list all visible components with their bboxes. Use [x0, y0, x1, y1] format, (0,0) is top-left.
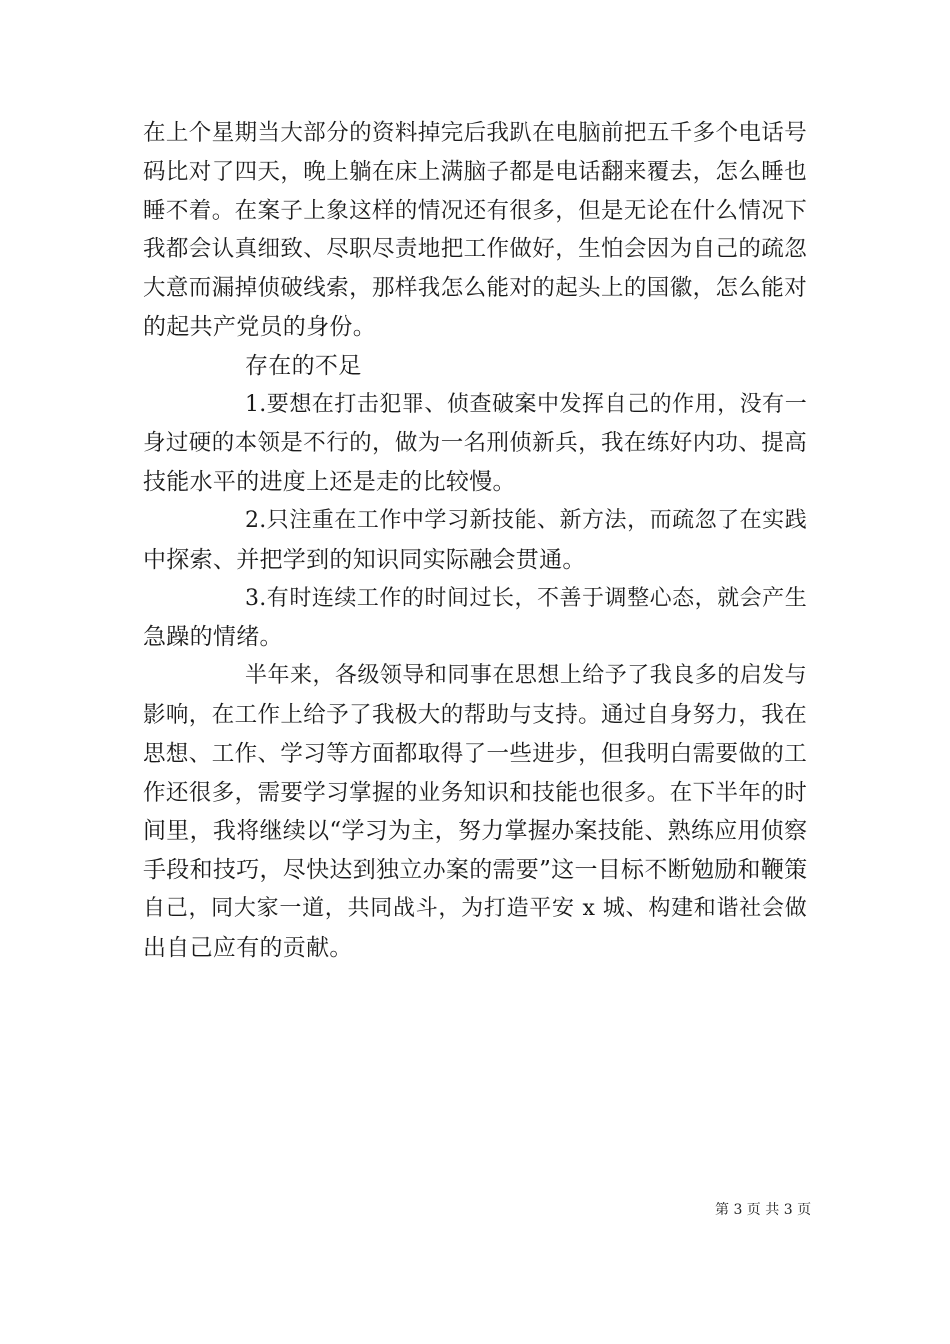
- text-line: 大意而漏掉侦破线索，那样我怎么能对的起头上的国徽，怎么能对: [143, 275, 807, 302]
- text-line: 中探索、并把学到的知识同实际融会贯通。: [143, 546, 586, 573]
- text-line: 码比对了四天，晚上躺在床上满脑子都是电话翻来覆去，怎么睡也: [143, 158, 807, 185]
- text-line: 间里，我将继续以“学习为主，努力掌握办案技能、熟练应用侦察: [143, 818, 808, 845]
- text-line: 作还很多，需要学习掌握的业务知识和技能也很多。在下半年的时: [143, 779, 807, 806]
- text-line: 在上个星期当大部分的资料掉完后我趴在电脑前把五千多个电话号: [143, 120, 807, 146]
- text-line: 3.有时连续工作的时间过长，不善于调整心态，就会产生: [245, 585, 807, 611]
- text-line: 我都会认真细致、尽职尽责地把工作做好，生怕会因为自己的疏忽: [143, 236, 807, 263]
- body-text: [143, 114, 807, 968]
- text-line: 技能水平的进度上还是走的比较慢。: [143, 469, 516, 496]
- text-line: 思想、工作、学习等方面都取得了一些进步，但我明白需要做的工: [143, 740, 807, 767]
- text-line: 睡不着。在案子上象这样的情况还有很多，但是无论在什么情况下: [143, 197, 807, 224]
- text-line: 身过硬的本领是不行的，做为一名刑侦新兵，我在练好内功、提高: [143, 430, 807, 457]
- text-line: 影响，在工作上给予了我极大的帮助与支持。通过自身努力，我在: [143, 701, 807, 728]
- page-number: 第 3 页 共 3 页: [715, 1202, 812, 1218]
- text-line: 1.要想在打击犯罪、侦查破案中发挥自己的作用，没有一: [245, 391, 807, 417]
- text-line: 存在的不足: [245, 352, 362, 379]
- text-line: 的起共产党员的身份。: [143, 313, 376, 340]
- text-line: 半年来，各级领导和同事在思想上给予了我良多的启发与: [245, 663, 807, 689]
- text-line: 自己，同大家一道，共同战斗，为打造平安 x 城、构建和谐社会做: [143, 895, 807, 921]
- text-line: 手段和技巧，尽快达到独立办案的需要”这一目标不断勉励和鞭策: [143, 857, 808, 884]
- text-line: 2.只注重在工作中学习新技能、新方法，而疏忽了在实践: [245, 507, 807, 533]
- text-line: 出自己应有的贡献。: [143, 934, 353, 961]
- text-line: 急躁的情绪。: [143, 624, 283, 651]
